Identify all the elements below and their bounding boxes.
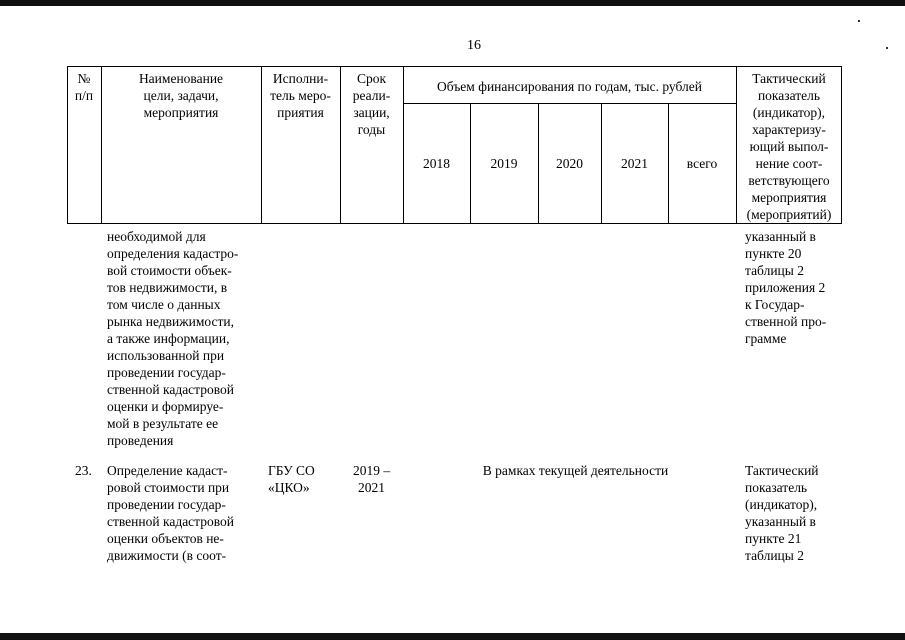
row-period-text: 2019 – 2021	[352, 463, 391, 495]
continuation-name-text: необходимой для определения кадастро- вой стоимости объек- тов недвижимости, в том числе о данных рынка недвижимости, а также информации, использованной при проведении государ- ственной кадастровой оценки и формируе- мой в результате ее проведения	[107, 229, 239, 448]
row-funding-text: В рамках текущей деятельности	[482, 463, 669, 478]
funding-subheader-divider	[403, 103, 736, 104]
header-indicator: Тактический показатель (индикатор), характеризу- ющий выпол- нение соот- ветствующего мероприятия (мероприятий)	[746, 71, 832, 222]
header-funding: Объем финансирования по годам, тыс. рублей	[437, 79, 702, 94]
row-indicator-text: Тактический показатель (индикатор), указанный в пункте 21 таблицы 2	[745, 463, 819, 563]
scan-speck	[886, 47, 888, 49]
row-name-text: Определение кадаст- ровой стоимости при проведении государ- ственной кадастровой оценки объектов не- движимости (в соот-	[107, 463, 234, 563]
row-number: 23.	[75, 463, 92, 478]
header-period: Срок реали- зации, годы	[352, 71, 391, 137]
top-border-rule	[0, 0, 905, 6]
bottom-border-rule	[0, 633, 905, 640]
header-year-2019: 2019	[490, 156, 518, 171]
scan-speck	[858, 20, 860, 22]
continuation-indicator-text: указанный в пункте 20 таблицы 2 приложения 2 к Государ- ственной про- грамме	[745, 229, 827, 346]
header-year-2020: 2020	[556, 156, 583, 171]
header-year-2021: 2021	[621, 156, 648, 171]
page-number: 16	[467, 38, 481, 53]
row-executor-text: ГБУ СО «ЦКО»	[268, 463, 315, 495]
header-number: № п/п	[74, 71, 94, 103]
header-name: Наименование цели, задачи, мероприятия	[138, 71, 224, 120]
header-year-2018: 2018	[423, 156, 450, 171]
header-executor: Исполни- тель меро- приятия	[270, 71, 331, 120]
header-total: всего	[686, 156, 718, 171]
